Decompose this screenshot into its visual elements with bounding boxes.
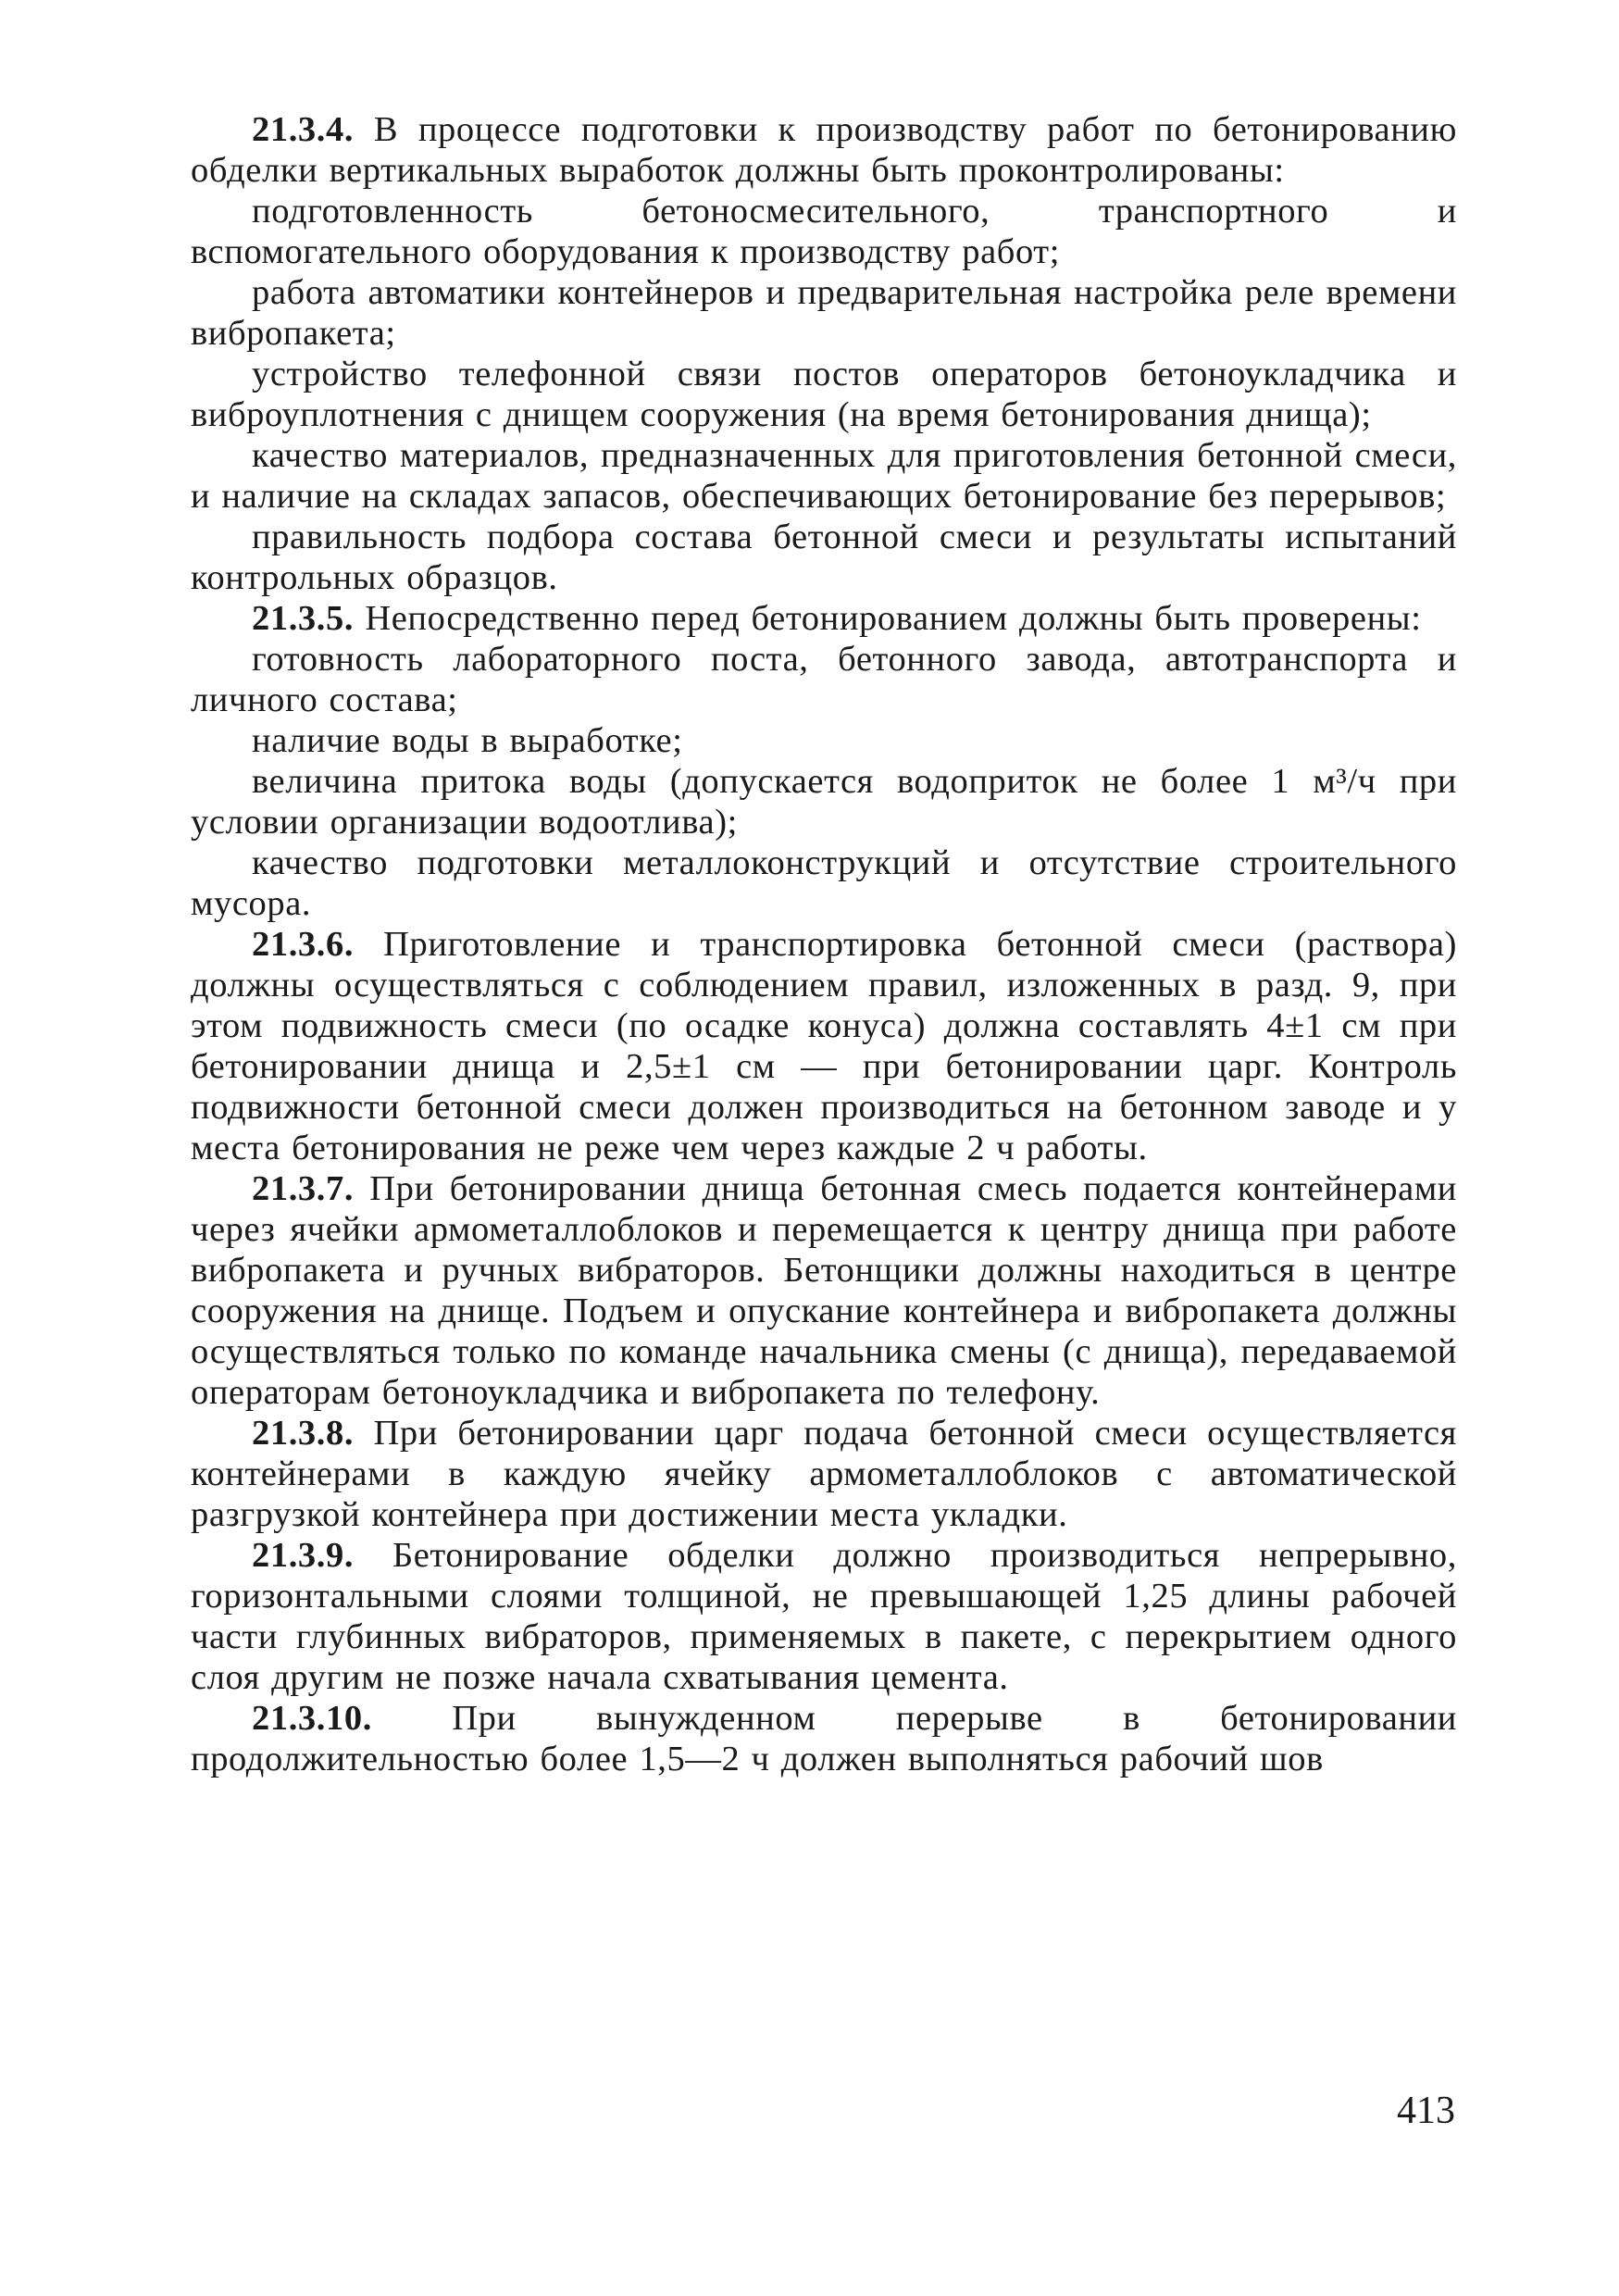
section-text: Бетонирование обделки должно производиться непрерывно, горизонтальными слоями толщиной, не превышающей 1,25 длины рабочей части глубинных вибраторов, применяемых в пакете, с перекрытием одного слоя другим не позже начала схватывания цемента.: [191, 1536, 1457, 1697]
list-item: качество подготовки металлоконструкций и отсутствие строительного мусора.: [191, 843, 1457, 923]
section-number: 21.3.10.: [252, 1699, 372, 1738]
list-item: подготовленность бетоносмесительного, транспортного и вспомогательного оборудования к производству работ;: [191, 192, 1457, 271]
list-item: величина притока воды (допускается водоприток не более 1 м³/ч при условии организации водоотлива);: [191, 762, 1457, 842]
section-text: В процессе подготовки к производству работ по бетонированию обделки вертикальных выработок должны быть проконтролированы:: [191, 110, 1457, 190]
section-text: При бетонировании днища бетонная смесь подается контейнерами через ячейки армометаллоблоков и перемещается к центру днища при работе вибропакета и ручных вибраторов. Бетонщики должны находиться в центре сооружения на днище. Подъем и опускание контейнера и вибропакета должны осуществляться только по команде начальника смены (с днища), передаваемой операторам бетоноукладчика и вибропакета по телефону.: [191, 1169, 1457, 1412]
section-number: 21.3.7.: [252, 1169, 355, 1208]
section-number: 21.3.9.: [252, 1536, 355, 1575]
section-number: 21.3.5.: [252, 599, 355, 638]
section-number: 21.3.4.: [252, 110, 355, 149]
list-item: работа автоматики контейнеров и предварительная настройка реле времени вибропакета;: [191, 273, 1457, 353]
list-item: правильность подбора состава бетонной смеси и результаты испытаний контрольных образцов.: [191, 518, 1457, 597]
page-number: 413: [1397, 2090, 1455, 2132]
list-item: наличие воды в выработке;: [252, 721, 683, 760]
page-body: [191, 109, 1457, 1779]
list-item: устройство телефонной связи постов операторов бетоноукладчика и виброуплотнения с днищем сооружения (на время бетонирования днища);: [191, 355, 1457, 434]
section-number: 21.3.6.: [252, 925, 355, 964]
list-item: качество материалов, предназначенных для приготовления бетонной смеси, и наличие на складах запасов, обеспечивающих бетонирование без перерывов;: [191, 436, 1457, 516]
section-21-3-7: [191, 1168, 1457, 1413]
section-21-3-8: [191, 1413, 1457, 1535]
section-text: Непосредственно перед бетонированием должны быть проверены:: [365, 599, 1422, 638]
section-21-3-4: [191, 109, 1457, 191]
section-21-3-6: [191, 924, 1457, 1168]
section-text: При бетонировании царг подача бетонной смеси осуществляется контейнерами в каждую ячейку армометаллоблоков с автоматической разгрузкой контейнера при достижении места укладки.: [191, 1414, 1457, 1534]
section-21-3-10: [191, 1698, 1457, 1779]
section-21-3-5: [191, 598, 1457, 639]
section-21-3-9: [191, 1535, 1457, 1698]
section-text: Приготовление и транспортировка бетонной смеси (раствора) должны осуществляться с соблюдением правил, изложенных в разд. 9, при этом подвижность смеси (по осадке конуса) должна составлять 4±1 см при бетонировании днища и 2,5±1 см — при бетонировании царг. Контроль подвижности бетонной смеси должен производиться на бетонном заводе и у места бетонирования не реже чем через каждые 2 ч работы.: [191, 925, 1457, 1167]
list-item: готовность лабораторного поста, бетонного завода, автотранспорта и личного состава;: [191, 640, 1457, 719]
section-text: При вынужденном перерыве в бетонировании продолжительностью более 1,5—2 ч должен выполняться рабочий шов: [191, 1699, 1457, 1778]
section-number: 21.3.8.: [252, 1414, 355, 1453]
